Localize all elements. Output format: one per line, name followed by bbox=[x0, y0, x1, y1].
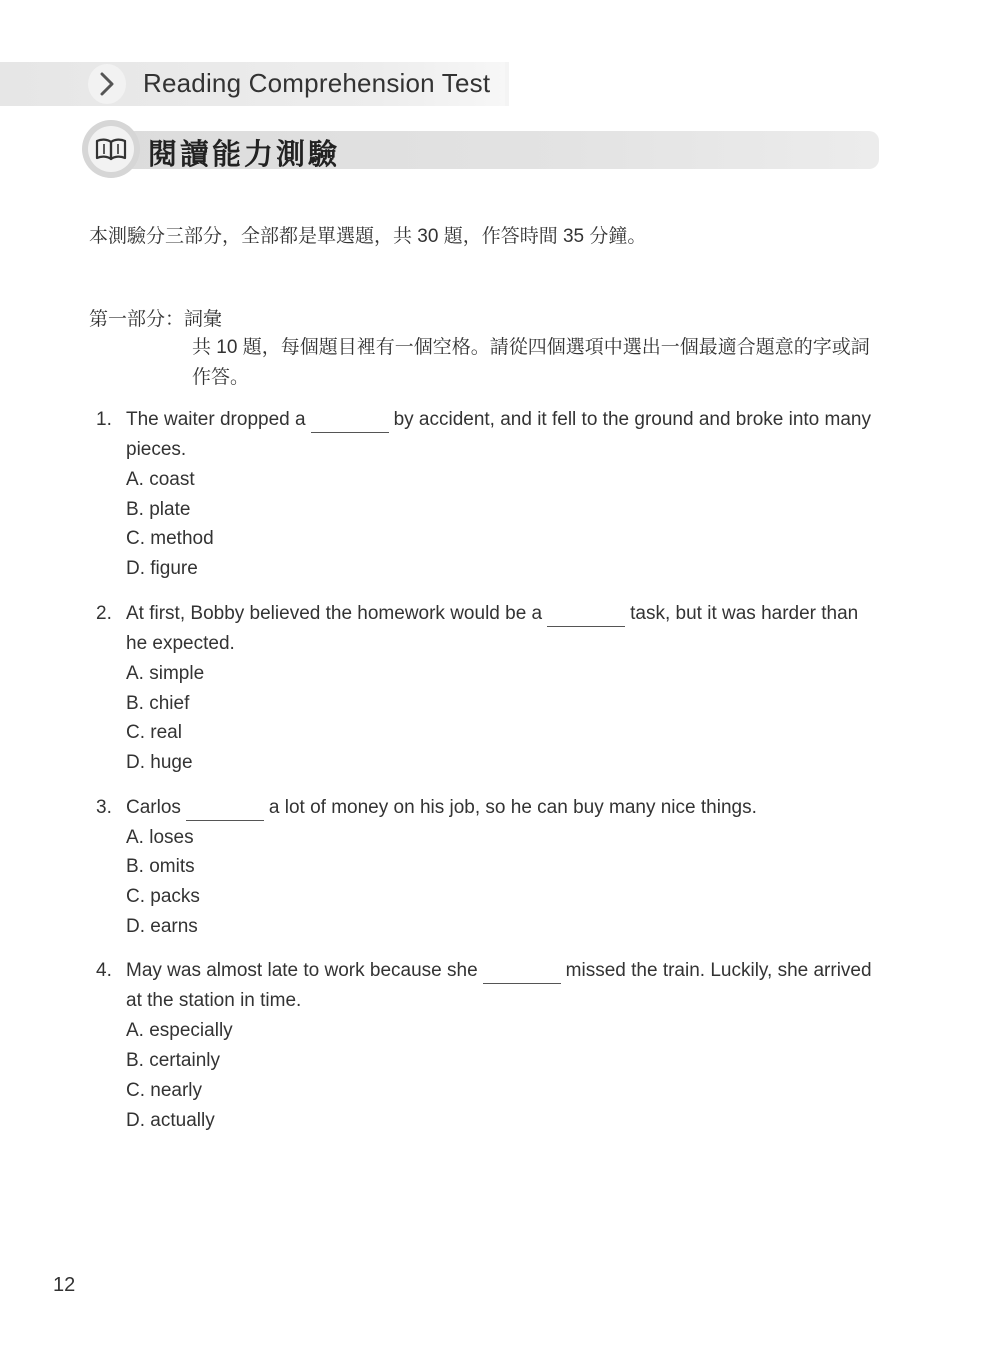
option-a: A. simple bbox=[126, 662, 205, 684]
option-a: A. loses bbox=[126, 826, 194, 848]
part-description: 共 10 題，每個題目裡有一個空格。請從四個選項中選出一個最適合題意的字或詞作答。 bbox=[192, 337, 870, 388]
answer-blank bbox=[547, 604, 625, 627]
question-text bbox=[126, 405, 878, 465]
header-title: Reading Comprehension Test bbox=[143, 68, 491, 98]
question-stem-after: by accident, and it fell to the ground and broke into many pieces. bbox=[126, 409, 871, 460]
option-a: A. especially bbox=[126, 1020, 233, 1042]
question-stem-before: May was almost late to work because she bbox=[126, 960, 478, 982]
question-number: 2. bbox=[96, 602, 112, 624]
chevron-right-icon bbox=[88, 64, 126, 104]
option-c: C. packs bbox=[126, 886, 200, 908]
page-number: 12 bbox=[53, 1274, 76, 1296]
option-c: C. real bbox=[126, 722, 182, 744]
option-c: C. nearly bbox=[126, 1079, 203, 1101]
option-c: C. method bbox=[126, 528, 214, 550]
question-item bbox=[0, 956, 1000, 1135]
question-stem-before: The waiter dropped a bbox=[126, 409, 306, 430]
answer-blank bbox=[311, 410, 389, 433]
question-number: 4. bbox=[96, 960, 112, 982]
question-number: 3. bbox=[96, 796, 112, 818]
question-item bbox=[0, 793, 1000, 942]
answer-blank bbox=[483, 961, 561, 984]
question-text bbox=[126, 599, 878, 659]
option-list bbox=[0, 1016, 1000, 1135]
question-text bbox=[126, 956, 878, 1016]
option-a: A. coast bbox=[126, 469, 195, 490]
question-stem-before: At first, Bobby believed the homework would be a bbox=[126, 602, 543, 624]
question-item bbox=[0, 599, 1000, 778]
section-title: 閱讀能力測驗 bbox=[148, 139, 341, 171]
question-list bbox=[0, 405, 1000, 1150]
test-instructions: 本測驗分三部分，全部都是單選題，共 30 題，作答時間 35 分鐘。 bbox=[89, 226, 647, 247]
option-d: D. earns bbox=[126, 915, 198, 937]
option-list bbox=[0, 465, 1000, 584]
option-list bbox=[0, 823, 1000, 942]
option-b: B. chief bbox=[126, 692, 190, 714]
question-number: 1. bbox=[96, 409, 112, 430]
question-stem-after: missed the train. Luckily, she arrived at the station in time. bbox=[126, 960, 872, 1012]
option-b: B. certainly bbox=[126, 1050, 220, 1072]
question-stem-after: task, but it was harder than he expected. bbox=[126, 602, 859, 654]
answer-blank bbox=[186, 798, 264, 821]
part-heading: 第一部分：詞彙 bbox=[89, 309, 223, 330]
question-text bbox=[126, 793, 878, 823]
option-d: D. actually bbox=[126, 1109, 215, 1131]
option-list bbox=[0, 659, 1000, 778]
open-book-icon bbox=[95, 137, 127, 161]
option-d: D. huge bbox=[126, 751, 193, 773]
option-b: B. omits bbox=[126, 856, 195, 878]
question-item bbox=[0, 405, 1000, 584]
option-b: B. plate bbox=[126, 498, 191, 520]
option-d: D. figure bbox=[126, 558, 198, 580]
question-stem-after: a lot of money on his job, so he can buy many nice things. bbox=[268, 796, 757, 818]
section-icon-badge bbox=[82, 120, 140, 178]
question-stem-before: Carlos bbox=[126, 796, 181, 818]
